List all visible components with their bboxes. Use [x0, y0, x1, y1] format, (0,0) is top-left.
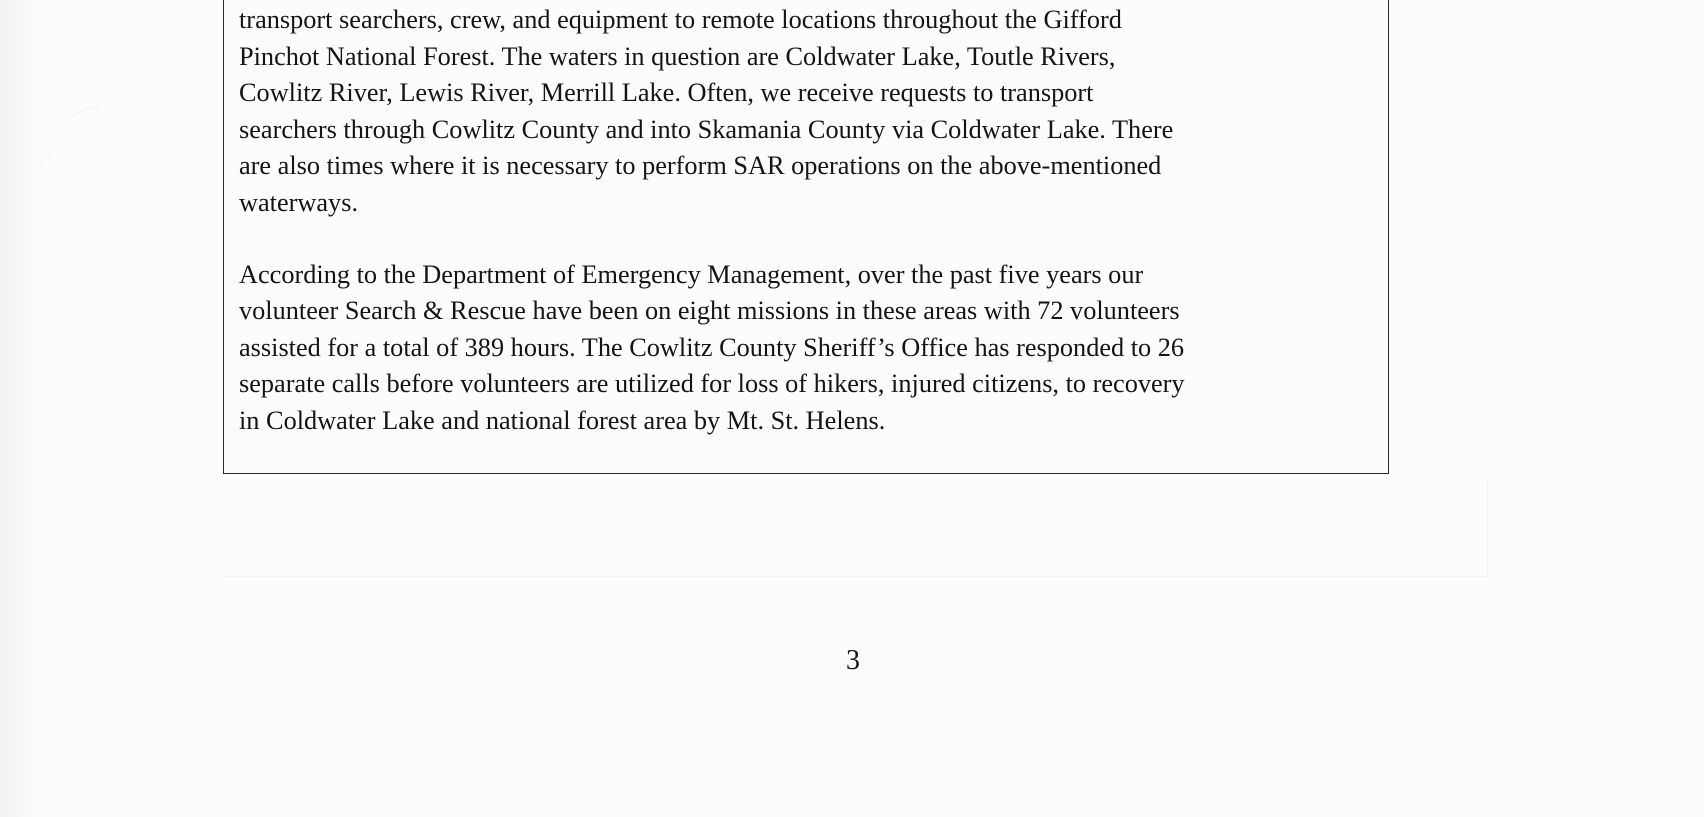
text-line: Cowlitz River, Lewis River, Merrill Lake. Often, we receive requests to transport [239, 78, 1094, 108]
text-line: searchers through Cowlitz County and into Skamania County via Coldwater Lake. There [239, 114, 1174, 144]
scan-edge-shadow [0, 0, 46, 817]
paragraph-transport-waterways [239, 2, 1399, 222]
text-line: are also times where it is necessary to perform SAR operations on the above-mentioned [239, 151, 1162, 181]
text-line: Pinchot National Forest. The waters in question are Coldwater Lake, Toutle Rivers, [239, 41, 1116, 71]
scan-artifact [38, 105, 109, 185]
faint-scan-outline [225, 480, 1488, 577]
text-line: volunteer Search & Rescue have been on eight missions in these areas with 72 volunteers [239, 296, 1180, 326]
text-line: waterways. [239, 187, 359, 217]
text-line: According to the Department of Emergency Management, over the past five years our [239, 259, 1144, 289]
page-number: 3 [846, 645, 860, 676]
text-line: transport searchers, crew, and equipment to remote locations throughout the Gifford [239, 5, 1122, 34]
text-line: in Coldwater Lake and national forest area by Mt. St. Helens. [239, 405, 886, 435]
paragraph-emergency-management-stats [239, 257, 1399, 440]
bordered-text-box [223, 0, 1389, 474]
text-line: separate calls before volunteers are utilized for loss of hikers, injured citizens, to recovery [239, 369, 1185, 399]
text-line: assisted for a total of 389 hours. The Cowlitz County Sheriff’s Office has responded to 26 [239, 332, 1185, 362]
